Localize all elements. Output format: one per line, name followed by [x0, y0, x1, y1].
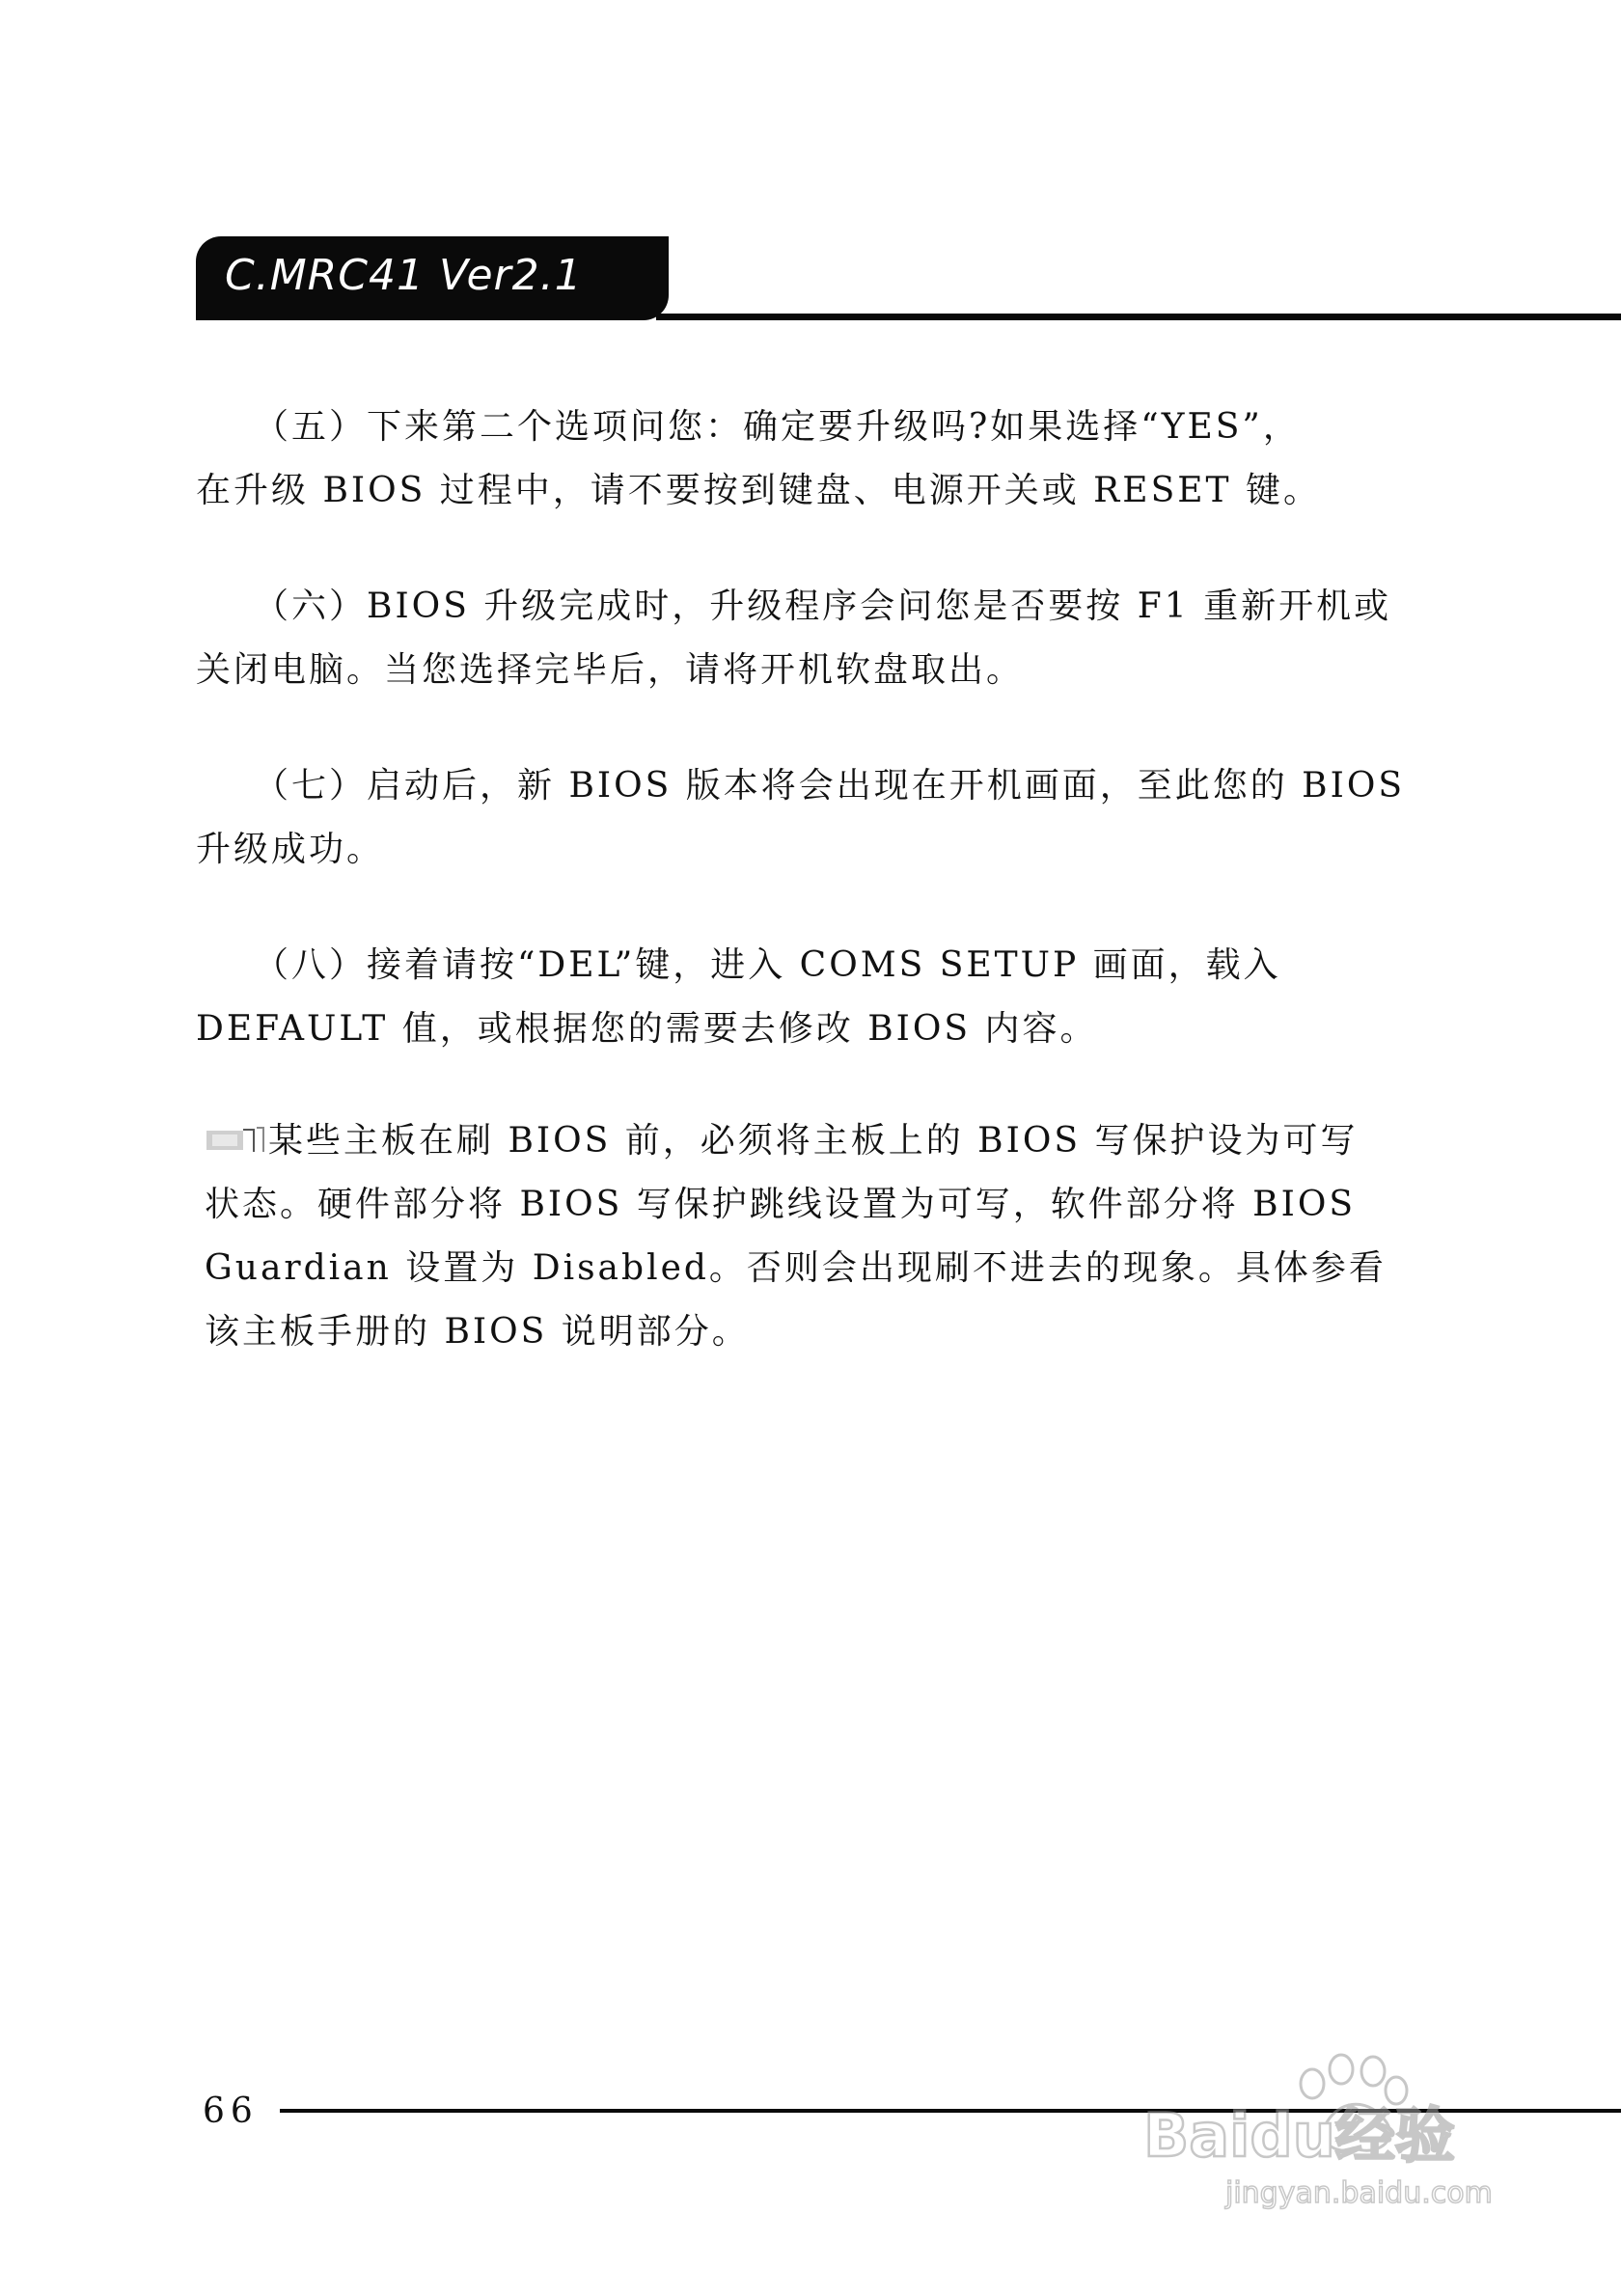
baidu-jingyan-watermark — [1134, 2031, 1549, 2214]
paragraph-step-6 — [196, 575, 1426, 702]
header-rule — [656, 314, 1621, 320]
watermark-brand: Baidu经验 — [1143, 2100, 1455, 2171]
paragraph-line: 关闭电脑。当您选择完毕后，请将开机软盘取出。 — [196, 650, 1025, 690]
paragraph-line: （七）启动后，新 BIOS 版本将会出现在开机画面，至此您的 BIOS — [196, 766, 1406, 806]
page-number: 66 — [203, 2091, 259, 2131]
note-line: 状态。硬件部分将 BIOS 写保护跳线设置为可写，软件部分将 BIOS — [205, 1185, 1357, 1224]
paragraph-step-8 — [196, 934, 1426, 1061]
paragraph-line: （五）下来第二个选项问您：确定要升级吗?如果选择“YES”， — [196, 407, 1301, 447]
paragraph-line: 升级成功。 — [196, 830, 385, 869]
note-block — [205, 1109, 1435, 1364]
note-line: Guardian 设置为 Disabled。否则会出现刷不进去的现象。具体参看 — [205, 1248, 1387, 1288]
paragraph-line: （六）BIOS 升级完成时，升级程序会问您是否要按 F1 重新开机或 — [196, 587, 1392, 626]
note-text: 某些主板在刷 BIOS 前，必须将主板上的 BIOS 写保护设为可写 — [268, 1121, 1359, 1161]
paragraph-line: 在升级 BIOS 过程中，请不要按到键盘、电源开关或 RESET 键。 — [196, 471, 1321, 510]
note-line: 该主板手册的 BIOS 说明部分。 — [205, 1312, 750, 1352]
note-icon — [205, 1125, 266, 1154]
paragraph-line: （八）接着请按“DEL”键，进入 COMS SETUP 画面，载入 — [196, 945, 1281, 985]
paragraph-step-5 — [196, 396, 1426, 523]
paragraph-step-7 — [196, 754, 1426, 882]
paragraph-line: DEFAULT 值，或根据您的需要去修改 BIOS 内容。 — [196, 1009, 1098, 1049]
header-title: C.MRC41 Ver2.1 — [225, 251, 583, 300]
chapter-header-tab — [196, 236, 669, 320]
watermark-url: jingyan.baidu.com — [1225, 2176, 1493, 2210]
note-line — [205, 1109, 1435, 1173]
